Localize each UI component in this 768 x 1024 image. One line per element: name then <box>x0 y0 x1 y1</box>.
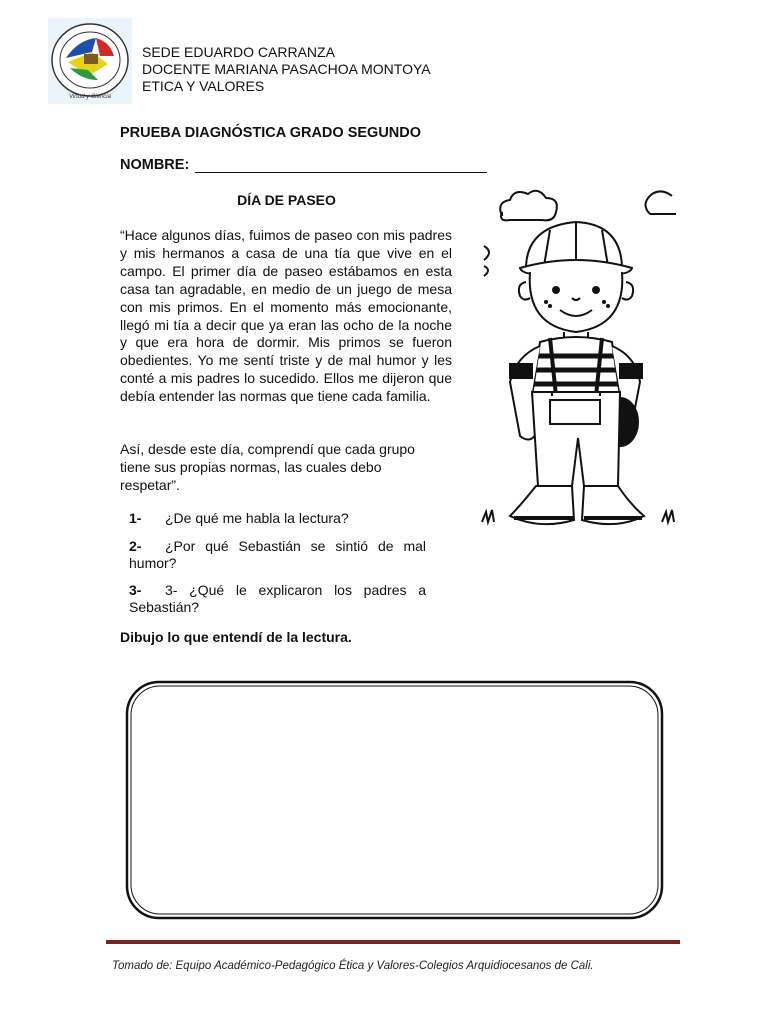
institution-logo <box>48 18 132 104</box>
question-text: ¿Por qué Sebastián se sintió de mal humor? <box>129 538 426 571</box>
header-line-docente: DOCENTE MARIANA PASACHOA MONTOYA <box>142 61 431 77</box>
question-1 <box>129 510 426 527</box>
name-label: NOMBRE: <box>120 157 190 173</box>
question-text: 3- ¿Qué le explicaron los padres a Sebastián? <box>129 582 426 615</box>
name-blank-line[interactable] <box>195 158 487 173</box>
drawing-area[interactable] <box>124 679 665 921</box>
boy-with-cap-illustration <box>480 186 678 538</box>
footer-source: Tomado de: Equipo Académico-Pedagógico Ética y Valores-Colegios Arquidiocesanos de Cali. <box>112 960 594 972</box>
question-number: 2- <box>129 538 142 554</box>
story-paragraph-2: Así, desde este día, comprendí que cada grupo tiene sus propias normas, las cuales debo respetar”. <box>120 441 415 493</box>
drawing-instruction: Dibujo lo que entendí de la lectura. <box>120 629 352 645</box>
question-text: ¿De qué me habla la lectura? <box>165 510 349 526</box>
question-number: 1- <box>129 510 142 526</box>
header-line-subject: ETICA Y VALORES <box>142 78 265 94</box>
question-3 <box>129 582 426 616</box>
name-field-row <box>120 157 487 173</box>
question-number: 3- <box>129 582 142 598</box>
institution-seal-icon <box>48 18 132 104</box>
question-2 <box>129 538 426 572</box>
page-title: PRUEBA DIAGNÓSTICA GRADO SEGUNDO <box>120 125 422 141</box>
header-line-sede: SEDE EDUARDO CARRANZA <box>142 44 335 60</box>
story-paragraph-1: “Hace algunos días, fuimos de paseo con mis padres y mis hermanos a casa de una tía que vive en el campo. El primer día de paseo estábamos en esta casa tan agradable, en medio de un juego de mesa con mis primos. En el momento más emocionante, llegó mi tía a decir que ya eran las ocho de la noche y que era hora de dormir. Mis primos se fueron obedientes. Yo me sentí triste y de mal humor y les conté a mis padres lo sucedido. Ellos me dijeron que debía entender las normas que tiene cada familia. <box>120 227 452 405</box>
story-title: DÍA DE PASEO <box>237 192 336 208</box>
header-info <box>142 44 431 95</box>
footer-divider <box>106 940 680 944</box>
svg-text:Virtud y Ciencia: Virtud y Ciencia <box>69 94 111 100</box>
